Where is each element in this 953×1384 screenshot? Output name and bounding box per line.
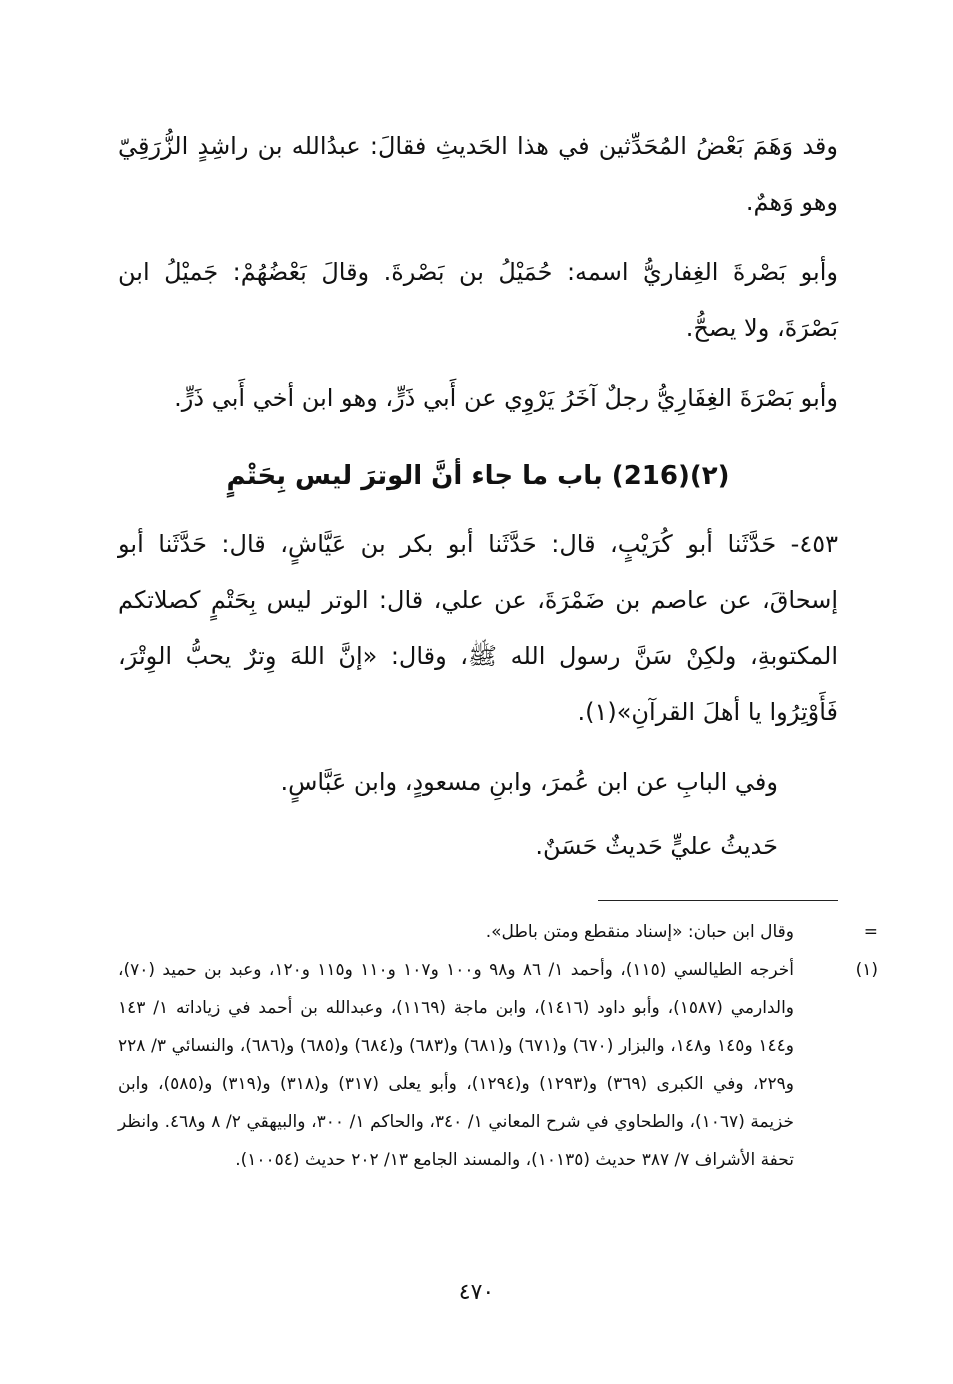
footnote-separator (598, 900, 838, 901)
bab-references: وفي البابِ عن ابن عُمرَ، وابنِ مسعودٍ، وابن عَبَّاسٍ. (280, 768, 778, 796)
footnotes (118, 913, 878, 1179)
chapter-heading: (٢)(216) باب ما جاء أنَّ الوترَ ليس بِحَتْمٍ (226, 461, 730, 491)
footnote-mark: (١) (855, 960, 878, 980)
document-page (118, 118, 878, 1338)
paragraph-abu-basra-name: وأبو بَصْرةَ الغِفاريُّ اسمه: حُمَيْلُ بن بَصْرةَ. وقالَ بَعْضُهُمْ: جَميْلُ ابن بَصْرَةَ، ولا يصحُّ. (118, 258, 838, 342)
hadith-text: ٤٥٣- حَدَّثَنا أبو كُرَيْبٍ، قال: حَدَّثَنا أبو بكر بن عَيَّاشٍ، قال: حَدَّثَنا أبو إسحاقَ، عن عاصم بن ضَمْرَةَ، عن علي، قال: الوتر ليس بِحَتْمٍ كصلاتكم المكتوبةِ، ولكِنْ سَنَّ رسول الله ﷺ، وقال: «إنَّ اللهَ وِترٌ يحبُّ الوِتْرَ، فَأَوْتِرُوا يا أهلَ القرآنِ»(١). (118, 530, 838, 726)
page-number: ٤٧٠ (458, 1280, 495, 1305)
footnote-continuation (118, 913, 878, 951)
footnote-text: وقال ابن حبان: «إسناد منقطع ومتن باطل». (485, 922, 794, 942)
paragraph-narrator-error: وقد وَهَمَ بَعْضُ المُحَدِّثين في هذا الحَديثِ فقالَ: عبدُالله بن راشِدٍ الزُّرَقِيّ وهو وَهمٌ. (118, 132, 838, 216)
footnote-mark: = (863, 922, 878, 942)
paragraph-abu-basra-other: وأبو بَصْرَةَ الغِفَارِيُّ رجلٌ آخَرُ يَرْوِي عن أَبي ذَرٍّ، وهو ابن أخي أَبي ذَرٍّ. (174, 384, 838, 412)
footnote-1 (118, 951, 878, 1179)
footnote-separator-wrap (118, 882, 838, 913)
hadith-grade: حَديثُ عليٍّ حَديثٌ حَسَنٌ. (535, 832, 778, 860)
footnote-text: أخرجه الطيالسي (١١٥)، وأحمد ١/ ٨٦ و٩٨ و١٠٠ و١٠٧ و١١٠ و١١٥ و١٢٠، وعبد بن حميد (٧٠)، والدارمي (١٥٨٧)، وأبو داود (١٤١٦)، وابن ماجة (١١٦٩)، وعبدالله بن أحمد في زياداته ١/ ١٤٣ و١٤٤ و١٤٥ و١٤٨، والبزار (٦٧٠) و(٦٧١) و(٦٨١) و(٦٨٣) و(٦٨٤) و(٦٨٥) و(٦٨٦)، والنسائي ٣/ ٢٢٨ و٢٢٩، وفي الكبرى (٣٦٩) و(١٢٩٣) و(١٢٩٤)، وأبو يعلى (٣١٧) و(٣١٨) و(٣١٩) و(٥٨٥)، وابن خزيمة (١٠٦٧)، والطحاوي في شرح المعاني ١/ ٣٤٠، والحاكم ١/ ٣٠٠، والبيهقي ٢/ ٨ و٤٦٨. وانظر تحفة الأشراف ٧/ ٣٨٧ حديث (١٠١٣٥)، والمسند الجامع ١٣/ ٢٠٢ حديث (١٠٠٥٤). (118, 960, 795, 1170)
